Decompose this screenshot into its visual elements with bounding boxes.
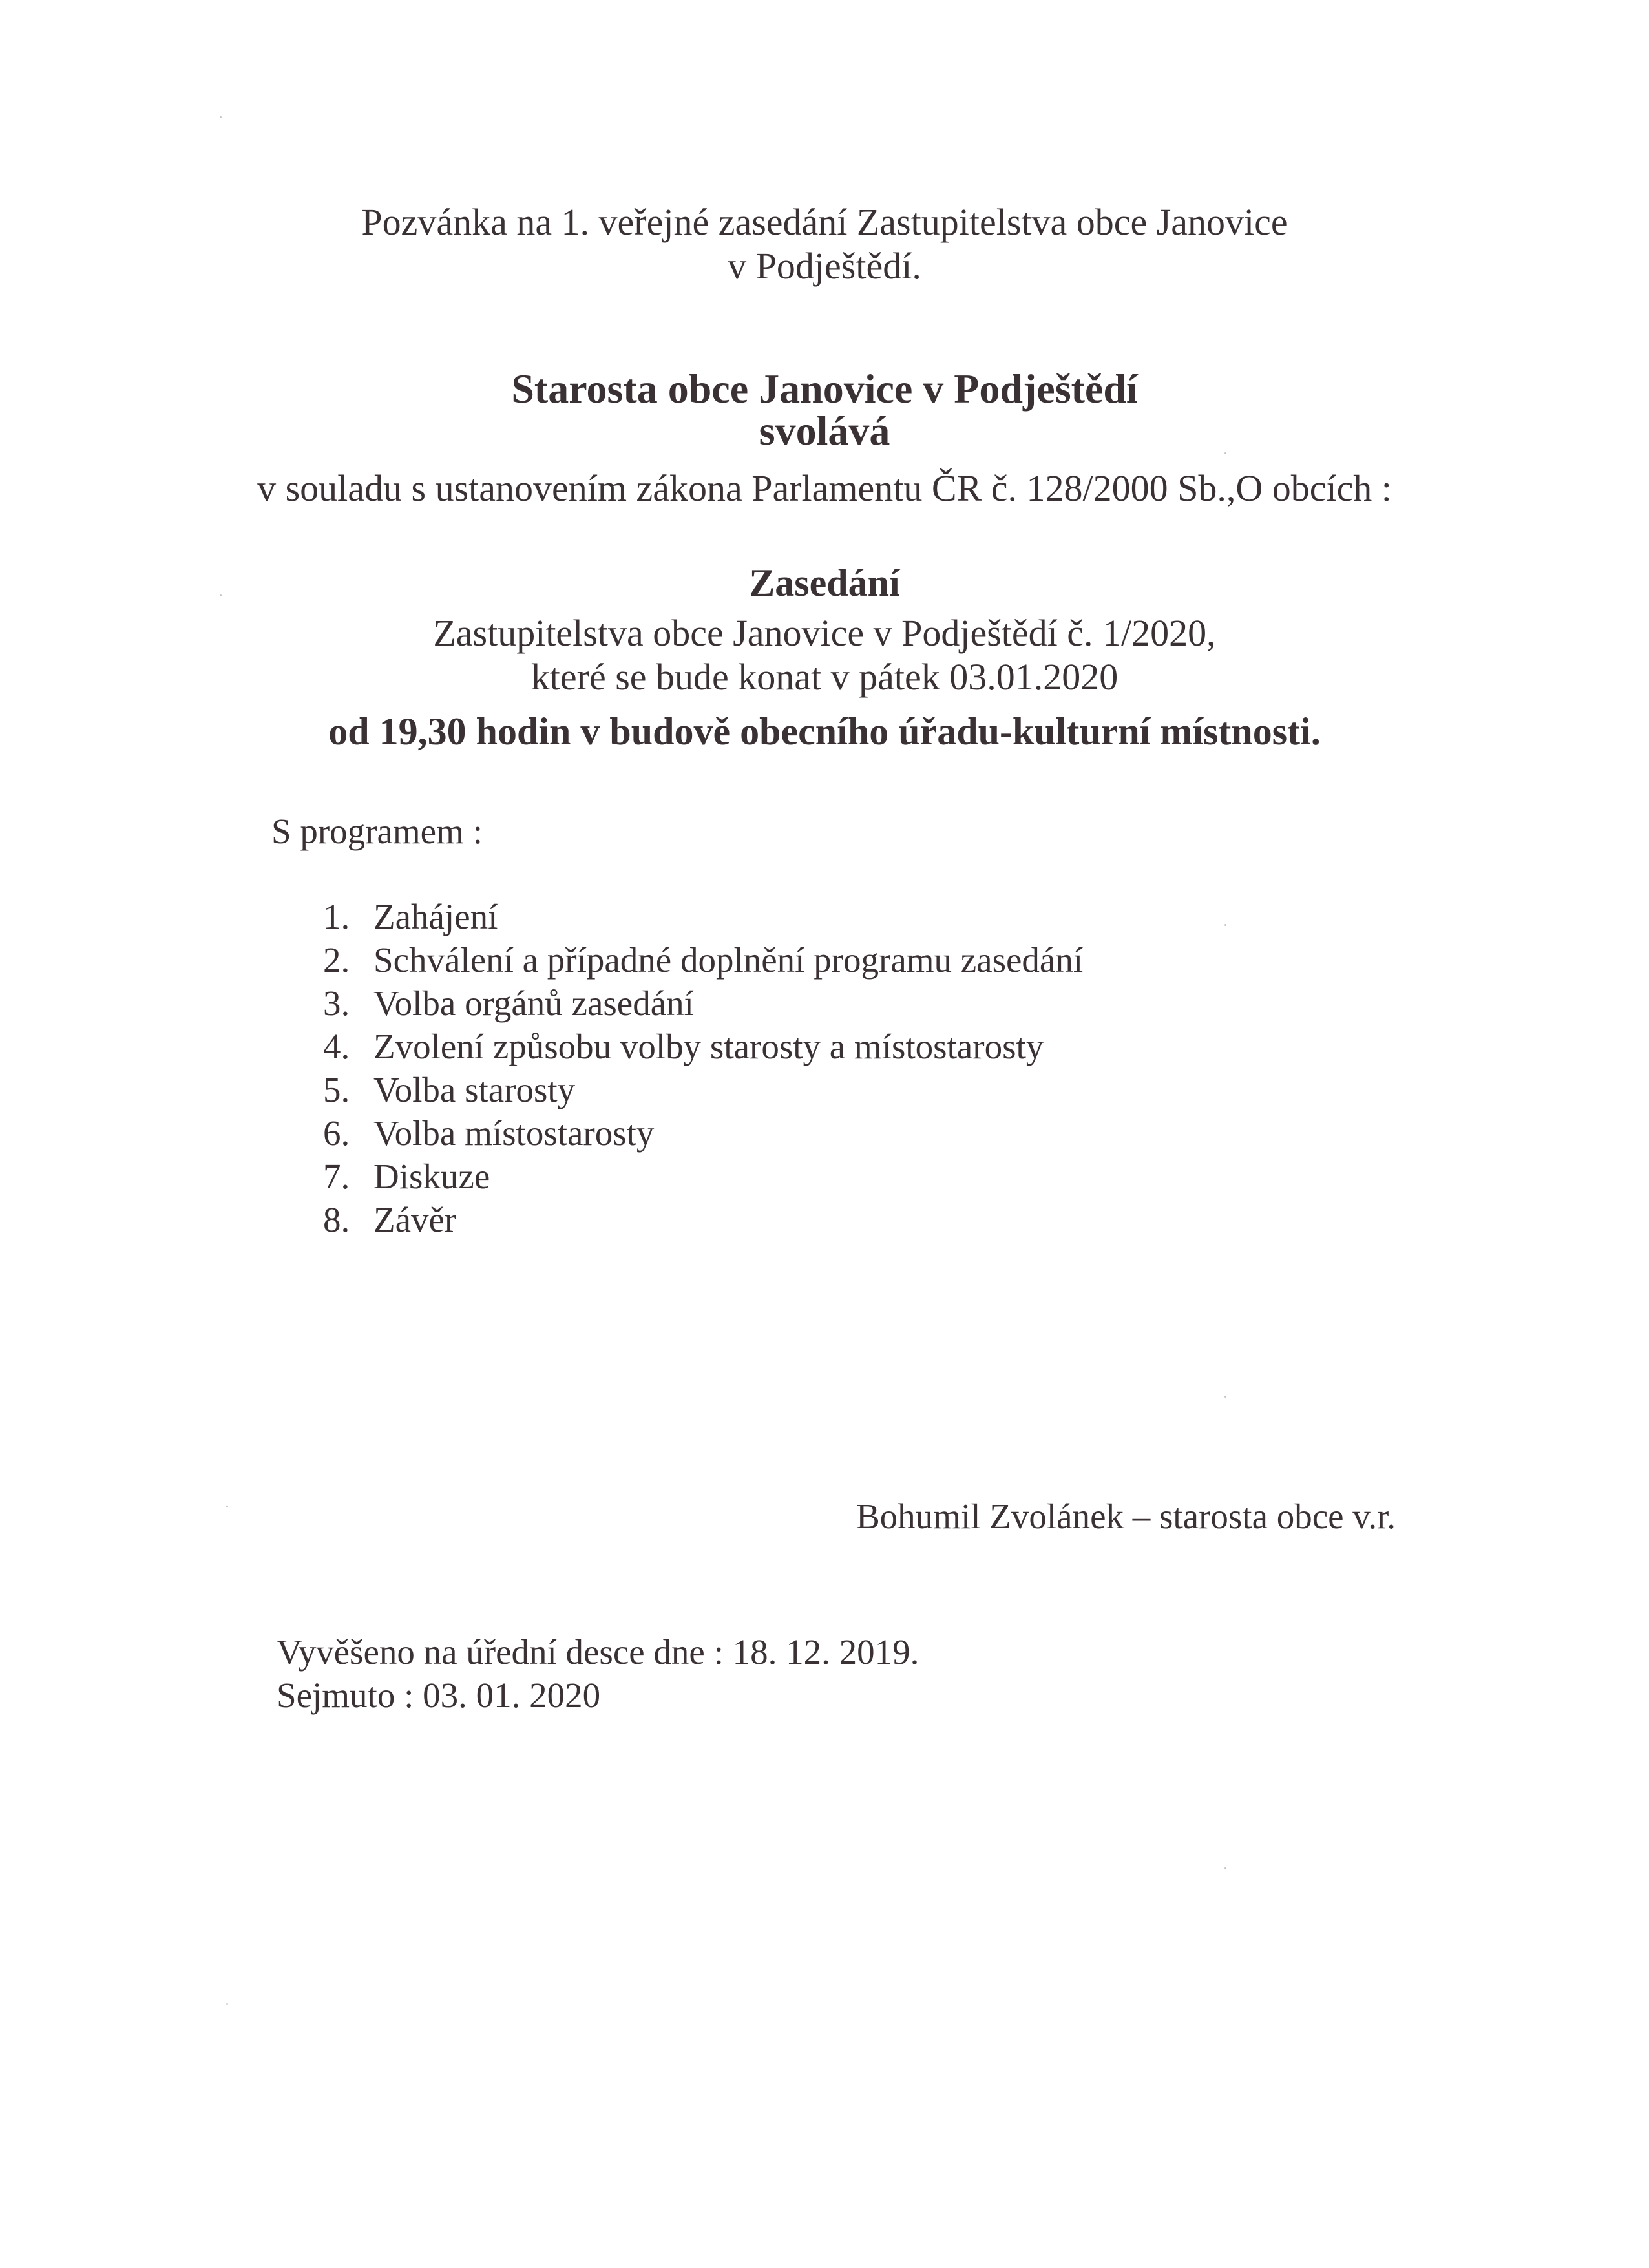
meeting-time-place: od 19,30 hodin v budově obecního úřadu-kulturní místnosti. xyxy=(328,710,1321,753)
invitation-title-line1: Pozvánka na 1. veřejné zasedání Zastupitelstva obce Janovice xyxy=(361,201,1288,243)
scan-speck xyxy=(226,1506,228,1507)
item-number: 3. xyxy=(323,983,350,1023)
program-item xyxy=(323,1111,1083,1155)
item-number: 2. xyxy=(323,940,350,980)
program-item xyxy=(323,895,1083,938)
item-number: 8. xyxy=(323,1200,350,1239)
item-text: Volba místostarosty xyxy=(373,1113,655,1153)
meeting-date-line: které se bude konat v pátek 03.01.2020 xyxy=(530,656,1119,698)
item-text: Schválení a případné doplnění programu zasedání xyxy=(373,940,1084,980)
scan-speck xyxy=(220,116,222,118)
program-list xyxy=(323,895,1083,1241)
item-number: 1. xyxy=(323,897,350,936)
scan-speck xyxy=(1224,924,1226,926)
program-item xyxy=(323,982,1083,1025)
convener-heading: Starosta obce Janovice v Podještědí xyxy=(511,366,1138,412)
item-text: Zahájení xyxy=(373,897,498,936)
item-number: 7. xyxy=(323,1157,350,1196)
signature: Bohumil Zvolánek – starosta obce v.r. xyxy=(856,1496,1396,1536)
program-item xyxy=(323,1198,1083,1241)
scan-speck xyxy=(1224,452,1226,454)
posted-date: Vyvěšeno na úřední desce dne : 18. 12. 2019. xyxy=(277,1632,919,1672)
item-text: Zvolení způsobu volby starosty a místostarosty xyxy=(373,1027,1044,1066)
convenes-heading: svolává xyxy=(759,408,890,454)
scan-speck xyxy=(1224,1396,1226,1398)
program-item xyxy=(323,1025,1083,1068)
item-number: 5. xyxy=(323,1070,350,1109)
scan-speck xyxy=(220,594,222,596)
scan-speck xyxy=(226,2003,228,2005)
removed-date: Sejmuto : 03. 01. 2020 xyxy=(277,1675,601,1715)
item-number: 4. xyxy=(323,1027,350,1066)
item-text: Diskuze xyxy=(373,1157,490,1196)
item-text: Volba orgánů zasedání xyxy=(373,983,694,1023)
legal-basis: v souladu s ustanovením zákona Parlamentu ČR č. 128/2000 Sb.,O obcích : xyxy=(257,467,1392,509)
item-text: Volba starosty xyxy=(373,1070,576,1109)
program-label: S programem : xyxy=(271,812,483,851)
meeting-line-1: Zastupitelstva obce Janovice v Podještědí č. 1/2020, xyxy=(433,612,1216,654)
program-item xyxy=(323,938,1083,982)
invitation-title-line2: v Podještědí. xyxy=(728,245,921,287)
program-item xyxy=(323,1068,1083,1111)
program-item xyxy=(323,1155,1083,1198)
item-text: Závěr xyxy=(373,1200,457,1239)
item-number: 6. xyxy=(323,1113,350,1153)
meeting-heading: Zasedání xyxy=(749,562,900,604)
scan-speck xyxy=(1224,1867,1226,1869)
